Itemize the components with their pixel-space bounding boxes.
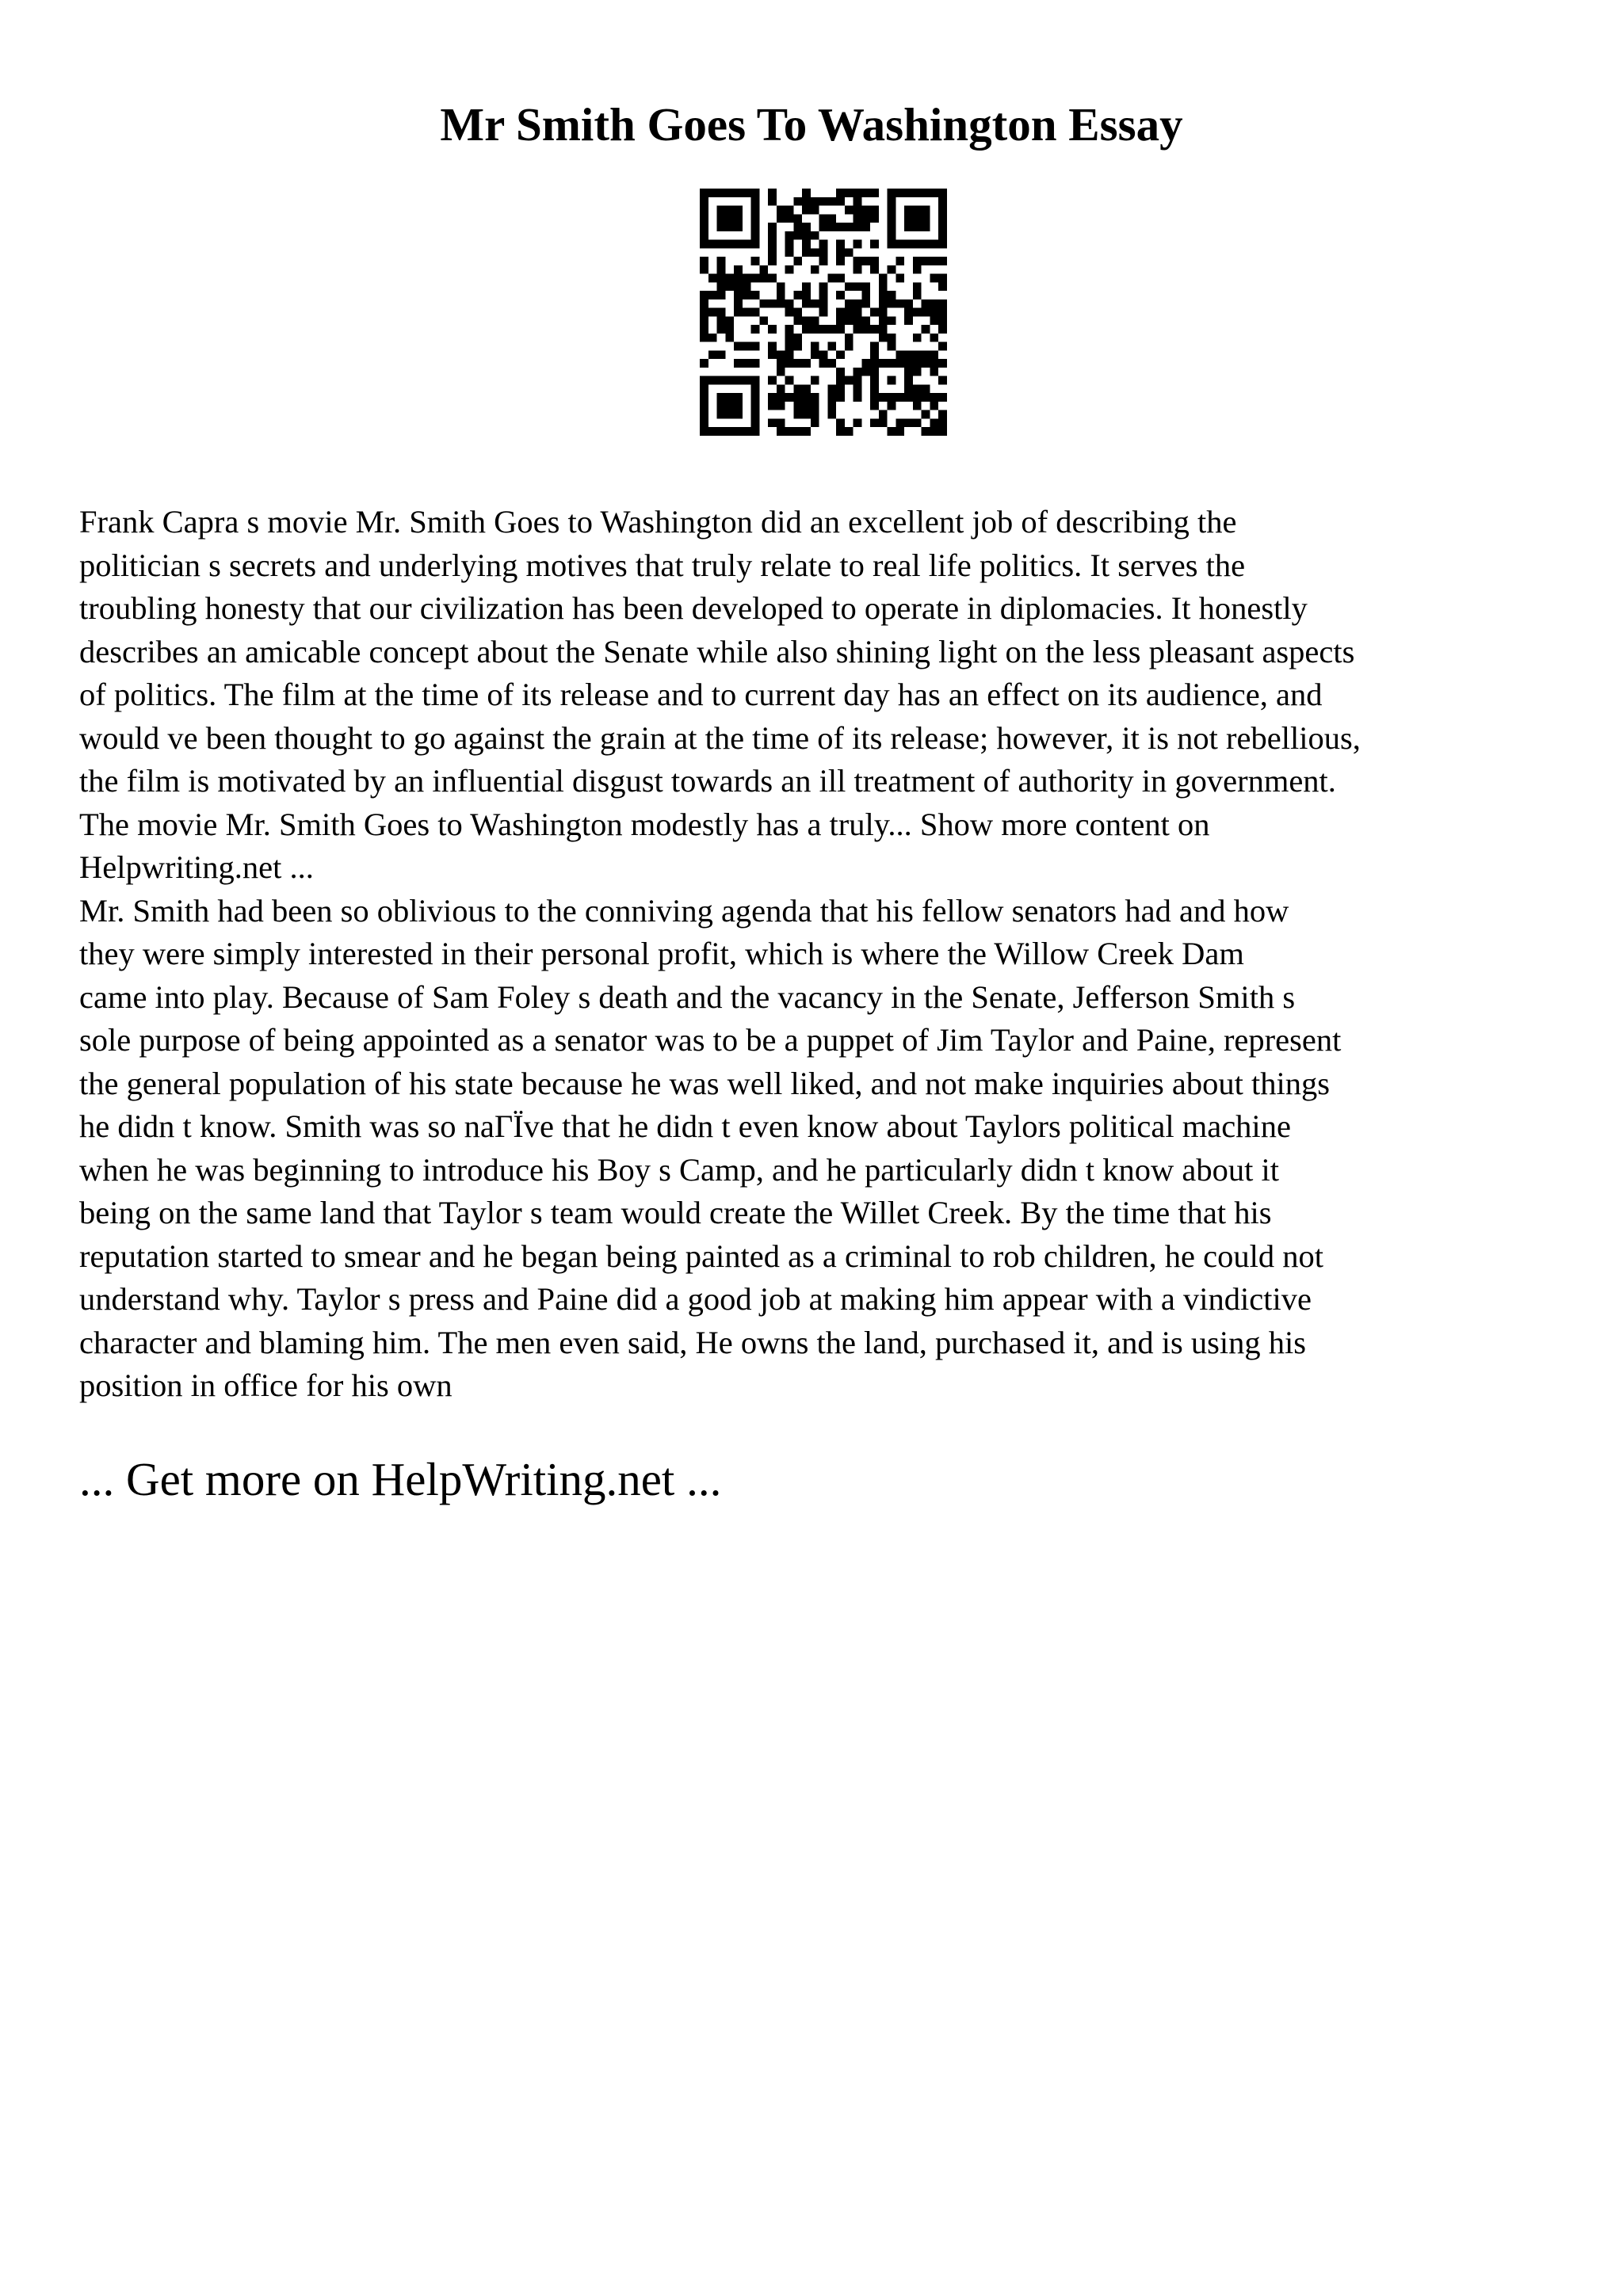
- text-line: reputation started to smear and he began being painted as a criminal to rob children, he could not: [79, 1238, 1323, 1274]
- text-line: understand why. Taylor s press and Paine did a good job at making him appear with a vindictive: [79, 1281, 1312, 1317]
- text-line: the film is motivated by an influential disgust towards an ill treatment of authority in government.: [79, 763, 1336, 799]
- text-line: they were simply interested in their personal profit, which is where the Willow Creek Dam: [79, 936, 1244, 971]
- page-title: Mr Smith Goes To Washington Essay: [440, 98, 1183, 151]
- text-line: position in office for his own: [79, 1367, 453, 1403]
- text-line: the general population of his state because he was well liked, and not make inquiries about things: [79, 1065, 1330, 1101]
- text-line: would ve been thought to go against the grain at the time of its release; however, it is not rebellious,: [79, 719, 1361, 756]
- text-line: politician s secrets and underlying motives that truly relate to real life politics. It serves the: [79, 547, 1246, 583]
- text-line: when he was beginning to introduce his Boy s Camp, and he particularly didn t know about it: [79, 1151, 1279, 1188]
- text-line: being on the same land that Taylor s team would create the Willet Creek. By the time that his: [79, 1195, 1272, 1230]
- paragraph-1: [79, 501, 1569, 890]
- text-line: came into play. Because of Sam Foley s death and the vacancy in the Senate, Jefferson Smith s: [79, 978, 1296, 1015]
- paragraph-2: [79, 890, 1569, 1408]
- text-line: describes an amicable concept about the Senate while also shining light on the less pleasant aspects: [79, 633, 1355, 669]
- essay-body: [79, 501, 1569, 1408]
- qr-code-graphic: [700, 189, 947, 436]
- show-more-link[interactable]: Helpwriting.net ...: [79, 849, 314, 885]
- text-line: sole purpose of being appointed as a senator was to be a puppet of Jim Taylor and Paine, represent: [79, 1022, 1342, 1058]
- get-more-link[interactable]: ... Get more on HelpWriting.net ...: [79, 1453, 722, 1505]
- text-line: of politics. The film at the time of its release and to current day has an effect on its audience, and: [79, 677, 1323, 712]
- show-more-line[interactable]: The movie Mr. Smith Goes to Washington modestly has a truly... Show more content on: [79, 806, 1210, 842]
- text-line: Frank Capra s movie Mr. Smith Goes to Washington did an excellent job of describing the: [79, 504, 1237, 540]
- text-line: he didn t know. Smith was so naΓЇve that he didn t even know about Taylors political machine: [79, 1108, 1291, 1144]
- qr-code-icon: [700, 189, 947, 436]
- text-line: character and blaming him. The men even said, He owns the land, purchased it, and is using his: [79, 1324, 1306, 1360]
- text-line: troubling honesty that our civilization has been developed to operate in diplomacies. It honestly: [79, 590, 1308, 626]
- text-line: Mr. Smith had been so oblivious to the conniving agenda that his fellow senators had and how: [79, 892, 1289, 929]
